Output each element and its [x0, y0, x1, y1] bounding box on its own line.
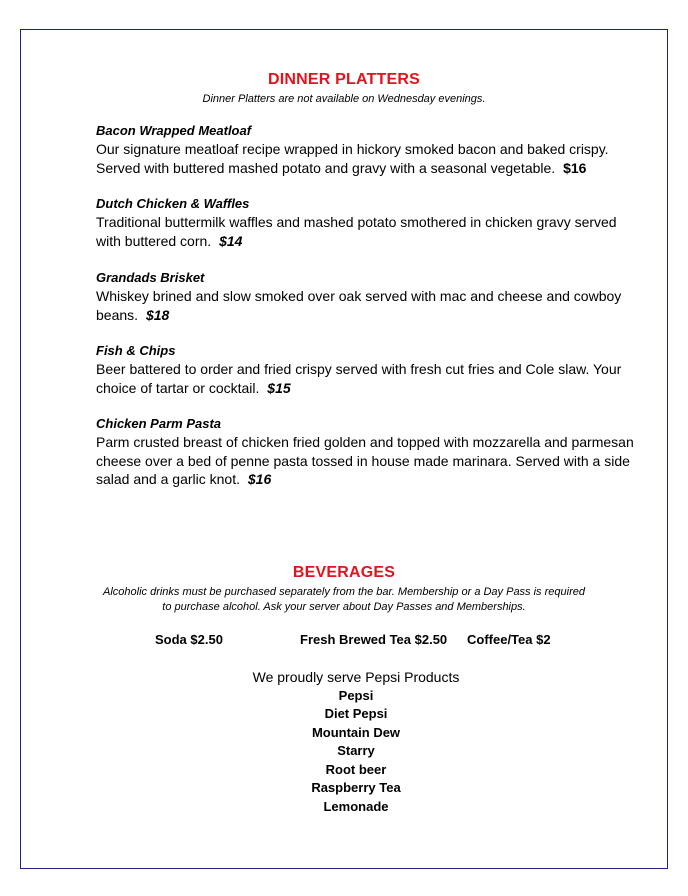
menu-item-price: $14 — [219, 232, 243, 249]
menu-item-description: Beer battered to order and fried crispy served with fresh cut fries and Cole slaw. Your choice of tartar or cocktail. $15 — [96, 361, 622, 396]
pepsi-product-item: Mountain Dew — [311, 724, 401, 740]
pepsi-product-item: Root beer — [325, 761, 387, 777]
menu-item — [96, 122, 636, 177]
beverages-note-line-2: to purchase alcohol. Ask your server about Day Passes and Memberships. — [162, 601, 526, 613]
menu-item — [96, 342, 636, 397]
menu-item-description: Parm crusted breast of chicken fried golden and topped with mozzarella and parmesan cheese over a bed of penne pasta tossed in house made marinara. Served with a side salad and a garlic knot. $16 — [96, 434, 634, 487]
beverages-title: BEVERAGES — [292, 564, 396, 581]
pepsi-product-item: Raspberry Tea — [311, 780, 401, 795]
menu-item-price: $18 — [145, 306, 170, 323]
pepsi-product-item: Pepsi — [338, 687, 374, 703]
tea-price: Fresh Brewed Tea $2.50 — [300, 632, 448, 647]
pepsi-product-item: Diet Pepsi — [324, 706, 388, 721]
menu-item-name: Dutch Chicken & Waffles — [96, 196, 250, 211]
menu-item-name: Chicken Parm Pasta — [96, 416, 222, 431]
soda-price: Soda $2.50 — [155, 632, 223, 647]
menu-item-price: $16 — [247, 471, 272, 487]
pepsi-products — [20, 668, 688, 816]
pepsi-intro: We proudly serve Pepsi Products — [252, 669, 460, 685]
menu-item-name: Bacon Wrapped Meatloaf — [96, 123, 252, 138]
menu-item-price: $16 — [563, 159, 587, 176]
beverages-note-line-1: Alcoholic drinks must be purchased separately from the bar. Membership or a Day Pass is required — [103, 586, 585, 598]
menu-item — [96, 269, 636, 324]
coffee-price: Coffee/Tea $2 — [467, 632, 551, 647]
pepsi-product-item: Starry — [337, 743, 375, 758]
menu-item-description: Traditional buttermilk waffles and mashed potato smothered in chicken gravy served with buttered corn. $14 — [96, 214, 617, 249]
menu-item-name: Fish & Chips — [96, 343, 176, 358]
menu-item-description: Our signature meatloaf recipe wrapped in hickory smoked bacon and baked crispy. Served with buttered mashed potato and gravy with a seasonal vegetable. $16 — [96, 141, 609, 176]
menu-item-price: $15 — [267, 379, 291, 396]
menu-item-description: Whiskey brined and slow smoked over oak served with mac and cheese and cowboy beans. $18 — [96, 288, 622, 323]
dinner-platters-note: Dinner Platters are not available on Wednesday evenings. — [202, 93, 486, 105]
menu-item — [96, 195, 636, 250]
dinner-platters-title: DINNER PLATTERS — [267, 71, 421, 88]
menu-item-name: Grandads Brisket — [96, 270, 205, 285]
pepsi-product-item: Lemonade — [323, 798, 389, 814]
menu-item — [96, 415, 636, 489]
